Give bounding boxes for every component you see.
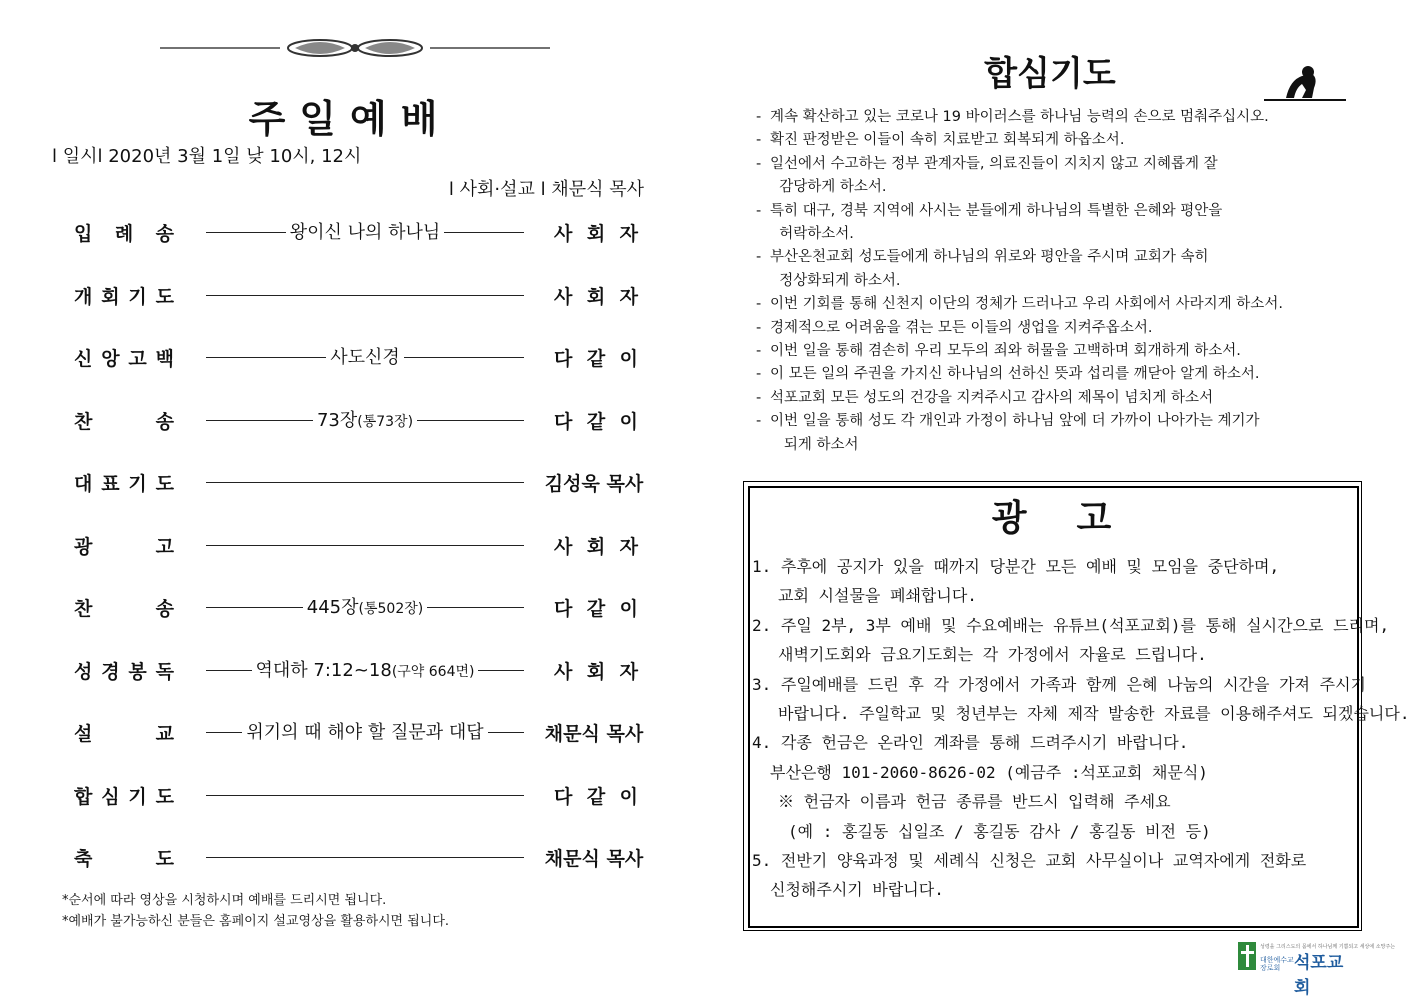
order-item-name — [74, 844, 174, 871]
order-item-name-char: 기 — [128, 785, 147, 808]
order-item-name — [74, 532, 174, 559]
order-item-person-text: 자 — [619, 285, 638, 308]
order-item-person-text: 사 — [554, 285, 573, 308]
order-item-name-char: 독 — [155, 660, 174, 683]
order-item-name — [74, 282, 174, 309]
order-row — [70, 839, 650, 875]
order-item-name-char: 개 — [74, 285, 93, 308]
prayer-item: - 확진 판정받은 이들이 속히 치료받고 회복되게 하옵소서. — [752, 129, 1372, 152]
order-item-name-char: 고 — [128, 348, 147, 370]
order-item-person — [554, 219, 638, 246]
order-row — [70, 214, 650, 250]
order-row — [70, 339, 650, 375]
order-item-person-text: 다 — [554, 785, 573, 808]
order-item-person-text: 같 — [586, 348, 606, 370]
order-item-name-char: 심 — [101, 785, 120, 808]
order-item-name-char: 봉 — [128, 660, 147, 683]
order-item-name-char: 신 — [74, 348, 93, 370]
order-item-person-text: 채문식 목사 — [544, 723, 644, 745]
order-item-name-char: 합 — [74, 785, 93, 808]
order-item-name-char: 례 — [114, 223, 134, 245]
service-notes — [62, 890, 449, 932]
notice-line: 1. 추후에 공지가 있을 때까지 당분간 모든 예배 및 모임을 중단하며, — [752, 557, 1280, 576]
order-item-person-text: 다 — [554, 410, 573, 433]
order-item-name — [74, 594, 174, 621]
order-item-name — [74, 407, 174, 434]
order-item-name-char: 축 — [74, 848, 93, 870]
order-item-detail-note: (통73장) — [357, 413, 414, 430]
order-item-person-text: 사 — [554, 660, 573, 683]
order-item-person — [554, 657, 638, 684]
order-item-name-char: 기 — [128, 285, 147, 308]
note-line: *예배가 불가능하신 분들은 홈페이지 설교영상을 활용하시면 됩니다. — [62, 914, 450, 929]
leader-line — [206, 795, 524, 796]
notice-line: 새벽기도회와 금요기도회는 각 가정에서 자율로 드립니다. — [778, 645, 1207, 665]
leader-line — [206, 857, 524, 858]
order-item-person-text: 다 — [554, 598, 573, 620]
prayer-item: - 부산온천교회 성도들에게 하나님의 위로와 평안을 주시며 교회가 속히 정상화되게 하소서. — [752, 246, 1372, 293]
order-row — [70, 777, 650, 813]
service-leader: l 사회·설교 l 채문식 목사 — [448, 179, 644, 200]
notice-line: (예 : 홍길동 십일조 / 홍길동 감사 / 홍길동 비전 등) — [788, 821, 1211, 841]
order-item-detail — [206, 593, 524, 619]
order-item-name-char: 입 — [74, 223, 93, 245]
prayer-item: - 이번 일을 통해 겸손히 우리 모두의 죄와 허물을 고백하며 회개하게 하소서. — [752, 340, 1372, 363]
order-item-detail-text: 73장 — [316, 409, 358, 431]
leader-line — [206, 545, 524, 546]
order-item-person — [544, 469, 644, 496]
order-item-detail — [206, 218, 524, 244]
order-row — [70, 652, 650, 688]
order-item-person-text: 다 — [554, 348, 573, 370]
prayer-item: - 일선에서 수고하는 정부 관계자들, 의료진들이 지치지 않고 지혜롭게 잘 감당하게 하소서. — [752, 153, 1372, 200]
leader-line — [206, 295, 524, 296]
order-item-detail-text: 445장 — [306, 597, 359, 618]
order-item-name-char: 앙 — [101, 348, 120, 370]
order-item-detail-text: 역대하 7:12~18 — [255, 659, 392, 681]
prayer-title: 합심기도 — [984, 54, 1116, 94]
order-row — [70, 402, 650, 438]
prayer-item: - 석포교회 모든 성도의 건강을 지켜주시고 감사의 제목이 넘치게 하소서 — [752, 387, 1372, 410]
leader-line — [206, 482, 524, 483]
order-item-person-text: 같 — [586, 785, 606, 808]
order-item-person-text: 같 — [586, 410, 606, 433]
order-item-name-char: 도 — [155, 473, 174, 495]
order-row — [70, 527, 650, 563]
order-row — [70, 277, 650, 313]
order-item-name-char: 표 — [101, 473, 120, 495]
order-item-person-text: 자 — [619, 223, 638, 245]
order-item-detail-text: 위기의 때 해야 할 질문과 대답 — [246, 722, 484, 743]
service-date: l 일시l 2020년 3월 1일 낮 10시, 12시 — [52, 146, 362, 167]
order-item-name-char: 백 — [155, 348, 174, 370]
order-item-name-char: 기 — [128, 473, 147, 495]
order-item-person-text: 이 — [619, 598, 638, 620]
order-item-person — [554, 532, 638, 559]
order-row — [70, 589, 650, 625]
prayer-item: - 계속 확산하고 있는 코로나 19 바이러스를 하나님 능력의 손으로 멈춰주십시오. — [752, 106, 1372, 129]
order-item-name-char: 성 — [74, 660, 93, 683]
order-item-person — [554, 782, 638, 809]
order-item-person-text: 이 — [619, 785, 638, 808]
notice-title: 광고 — [991, 498, 1162, 539]
notice-line: 바랍니다. 주일학교 및 청년부는 자체 제작 발송한 자료를 이용해주셔도 되겠습니다. — [778, 704, 1409, 724]
prayer-item: - 이번 기회를 통해 신천지 이단의 정체가 드러나고 우리 사회에서 사라지게 하소서. — [752, 293, 1372, 316]
prayer-item: - 특히 대구, 경북 지역에 사시는 분들에게 하나님의 특별한 은혜와 평안을 허락하소서. — [752, 200, 1372, 247]
order-item-person-text: 회 — [586, 285, 606, 308]
order-item-person-text: 김성욱 목사 — [544, 473, 644, 495]
logo-denomination: 대한예수교 장로회 — [1260, 956, 1294, 972]
order-item-person — [554, 594, 638, 621]
order-item-name-char: 송 — [155, 223, 174, 245]
order-item-person-text: 이 — [619, 410, 638, 433]
order-item-name-char: 경 — [101, 660, 120, 683]
order-item-person — [554, 282, 638, 309]
order-item-person-text: 사 — [554, 535, 573, 558]
notice-line: 신청해주시기 바랍니다. — [770, 880, 944, 900]
order-item-name — [74, 719, 174, 746]
order-item-person-text: 자 — [619, 535, 638, 558]
praying-figure-icon — [1258, 64, 1348, 102]
order-item-person-text: 회 — [586, 660, 606, 683]
notice-line: ※ 헌금자 이름과 헌금 종류를 반드시 입력해 주세요 — [778, 792, 1171, 812]
order-item-detail — [206, 718, 524, 744]
order-item-person-text: 회 — [586, 223, 606, 245]
order-row — [70, 714, 650, 750]
order-item-person — [554, 407, 638, 434]
order-item-name-char: 도 — [155, 785, 174, 808]
order-item-name-char: 회 — [101, 285, 120, 308]
ornament-divider — [160, 36, 550, 60]
order-item-detail — [206, 406, 524, 432]
notice-line: 5. 전반기 양육과정 및 세례식 신청은 교회 사무실이나 교역자에게 전화로 — [752, 851, 1307, 871]
order-item-name-char: 고 — [155, 535, 174, 558]
order-item-name — [74, 657, 174, 684]
order-item-person-text: 같 — [586, 598, 606, 620]
notice-line: 3. 주일예배를 드린 후 각 가정에서 가족과 함께 은혜 나눔의 시간을 가져 주시기 — [752, 674, 1366, 694]
page-title: 주일예배 — [248, 96, 452, 141]
order-item-person — [544, 719, 644, 746]
order-item-name — [74, 782, 174, 809]
order-item-detail-note: (통502장) — [358, 601, 424, 617]
order-item-detail-text: 왕이신 나의 하나님 — [289, 222, 441, 243]
order-item-name-char: 송 — [155, 598, 174, 620]
order-item-person-text: 사 — [554, 223, 573, 245]
order-row — [70, 464, 650, 500]
notice-line: 부산은행 101-2060-8626-02 (예금주 :석포교회 채문식) — [770, 762, 1208, 782]
logo-tagline: 성령을 그리스도의 몸에서 하나님께 기쁨되고 세상에 소망주는 — [1260, 944, 1396, 950]
prayer-item: - 이 모든 일의 주권을 가지신 하나님의 선하신 뜻과 섭리를 깨닫아 알게 하소서. — [752, 363, 1372, 386]
notice-list — [752, 552, 1409, 905]
order-item-name-char: 도 — [155, 285, 174, 308]
logo-name: 석포교회 — [1294, 953, 1344, 998]
prayer-item: - 이번 일을 통해 성도 각 개인과 가정이 하나님 앞에 더 가까이 나아가는 계기가 되게 하소서 — [752, 410, 1372, 457]
order-item-name-char: 송 — [155, 410, 174, 433]
order-item-name-char: 교 — [155, 723, 174, 745]
order-item-name-char: 찬 — [74, 598, 93, 620]
order-item-name-char: 찬 — [74, 410, 93, 433]
order-item-person — [544, 844, 644, 871]
order-item-person-text: 채문식 목사 — [544, 848, 644, 870]
order-item-name-char: 설 — [74, 723, 93, 745]
prayer-list — [752, 106, 1372, 457]
order-item-name — [74, 469, 174, 496]
order-item-detail-text: 사도신경 — [330, 347, 400, 368]
notice-line: 2. 주일 2부, 3부 예배 및 수요예배는 유튜브(석포교회)를 통해 실시간으로 드리며, — [752, 615, 1390, 635]
order-item-person-text: 자 — [619, 660, 638, 683]
order-item-person-text: 이 — [619, 348, 638, 370]
church-logo — [1238, 942, 1396, 998]
order-item-detail — [206, 343, 524, 369]
order-item-name — [74, 219, 174, 246]
note-line: *순서에 따라 영상을 시청하시며 예배를 드리시면 됩니다. — [62, 893, 387, 908]
order-item-name — [74, 344, 174, 371]
order-item-name-char: 대 — [74, 473, 93, 495]
cross-icon — [1238, 942, 1256, 970]
order-item-detail — [206, 656, 524, 682]
order-item-person — [554, 344, 638, 371]
prayer-item: - 경제적으로 어려움을 겪는 모든 이들의 생업을 지켜주옵소서. — [752, 317, 1372, 340]
notice-line: 교회 시설물을 폐쇄합니다. — [778, 586, 977, 606]
order-item-name-char: 광 — [74, 535, 93, 558]
order-item-person-text: 회 — [586, 535, 606, 558]
order-item-detail-note: (구약 664면) — [391, 663, 475, 680]
notice-line: 4. 각종 헌금은 온라인 계좌를 통해 드려주시기 바랍니다. — [752, 733, 1189, 753]
order-item-name-char: 도 — [155, 848, 174, 870]
